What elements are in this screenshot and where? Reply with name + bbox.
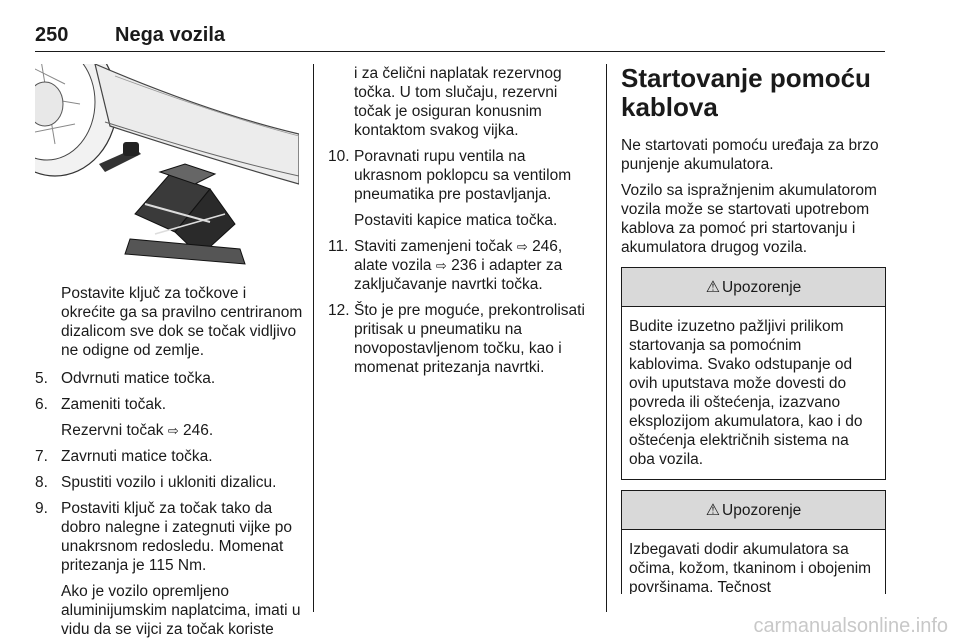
step-9	[35, 499, 303, 575]
warning-triangle-icon: ⚠	[705, 501, 721, 519]
warning-header	[622, 491, 885, 530]
step-5	[35, 369, 303, 388]
step-9-note-continued: i za čelični naplatak rezervnog točka. U tom slučaju, rezervni točak je osiguran konusnim kontaktom svakog vijka.	[354, 65, 562, 139]
paragraph-2: Vozilo sa ispražnjenim akumulatorom vozila može se startovati upotrebom kablova za pomoć pri startovanju i akumulatora drugog vozila.	[621, 182, 877, 256]
page-reference[interactable]: 236	[451, 257, 477, 274]
step-6	[35, 395, 303, 414]
warning-body: Izbegavati dodir akumulatora sa očima, kožom, tkaninom i obojenim površinama. Tečnost	[629, 541, 872, 594]
step-number: 7.	[35, 448, 48, 465]
warning-box-2	[621, 490, 886, 594]
column-2	[328, 64, 594, 384]
section-heading: Startovanje pomoću kablova	[621, 63, 871, 122]
step-number: 10.	[328, 148, 350, 165]
watermark: carmanualsonline.info	[753, 615, 948, 637]
page-reference[interactable]: 246.	[183, 422, 214, 439]
step-10-note: Postaviti kapice matica točka.	[354, 212, 558, 229]
step-7	[35, 447, 303, 466]
step-12	[328, 301, 594, 377]
warning-title: Upozorenje	[722, 278, 802, 296]
column-divider-2	[606, 64, 607, 612]
page-number: 250	[35, 24, 69, 46]
page-reference[interactable]: 246,	[532, 238, 563, 255]
step-text: Što je pre moguće, prekontrolisati pritisak u pneumatiku na novopostavljenom točku, kao i momenat pritezanja navrtki.	[354, 302, 585, 376]
warning-title: Upozorenje	[722, 501, 802, 519]
step-number: 12.	[328, 302, 350, 319]
step-11	[328, 237, 594, 294]
page-title: Nega vozila	[115, 24, 226, 46]
step-text: Staviti zamenjeni točak	[354, 238, 513, 255]
page-reference-arrow-icon[interactable]: ⇨	[516, 239, 528, 254]
step-10	[328, 147, 594, 204]
step-8	[35, 473, 303, 492]
warning-box-1	[621, 267, 886, 480]
warning-body: Budite izuzetno pažljivi prilikom startovanja sa pomoćnim kablovima. Svako odstupanje od ovih uputstava može dovesti do povreda ili oštećenja, izazvano eksplozijom akumulatora, kao i do oštećenja električnih sistema na oba vozila.	[629, 318, 863, 468]
step-number: 9.	[35, 500, 48, 517]
step-text: alate vozila	[354, 257, 432, 274]
step-number: 8.	[35, 474, 48, 491]
step-text: Postaviti ključ za točak tako da dobro nalegne i zategnuti vijke po unakrsnom redosledu. Momenat pritezanja je 115 Nm.	[61, 500, 292, 574]
step-number: 6.	[35, 396, 48, 413]
page-header	[35, 24, 885, 52]
column-divider-1	[313, 64, 314, 612]
illustration-caption: Postavite ključ za točkove i okrećite ga sa pravilno centriranom dizalicom sve dok se točak vidljivo ne odigne od zemlje.	[61, 285, 303, 359]
step-number: 5.	[35, 370, 48, 387]
jack-illustration	[35, 64, 299, 276]
step-text: Spustiti vozilo i ukloniti dizalicu.	[61, 474, 277, 491]
step-9-note: Ako je vozilo opremljeno aluminijumskim naplatcima, imati u vidu da se vijci za točak koriste	[61, 583, 301, 638]
jack-illustration-svg	[35, 64, 299, 276]
warning-triangle-icon: ⚠	[705, 278, 721, 296]
page-reference-arrow-icon[interactable]: ⇨	[167, 423, 179, 438]
step-text: i adapter za zaključavanje navrtki točka.	[354, 257, 563, 293]
step-6-note	[35, 421, 303, 440]
column-1	[35, 284, 303, 642]
warning-header	[622, 268, 885, 307]
step-text: Zavrnuti matice točka.	[61, 448, 213, 465]
page-reference-arrow-icon[interactable]: ⇨	[435, 258, 447, 273]
column-3	[621, 64, 886, 604]
step-text: Zameniti točak.	[61, 396, 167, 413]
step-text: Poravnati rupu ventila na ukrasnom poklopcu sa ventilom pneumatika pre postavljanja.	[354, 148, 572, 203]
paragraph-1: Ne startovati pomoću uređaja za brzo punjenje akumulatora.	[621, 137, 879, 173]
step-number: 11.	[328, 238, 349, 255]
step-text: Odvrnuti matice točka.	[61, 370, 216, 387]
note-text: Rezervni točak	[61, 422, 164, 439]
